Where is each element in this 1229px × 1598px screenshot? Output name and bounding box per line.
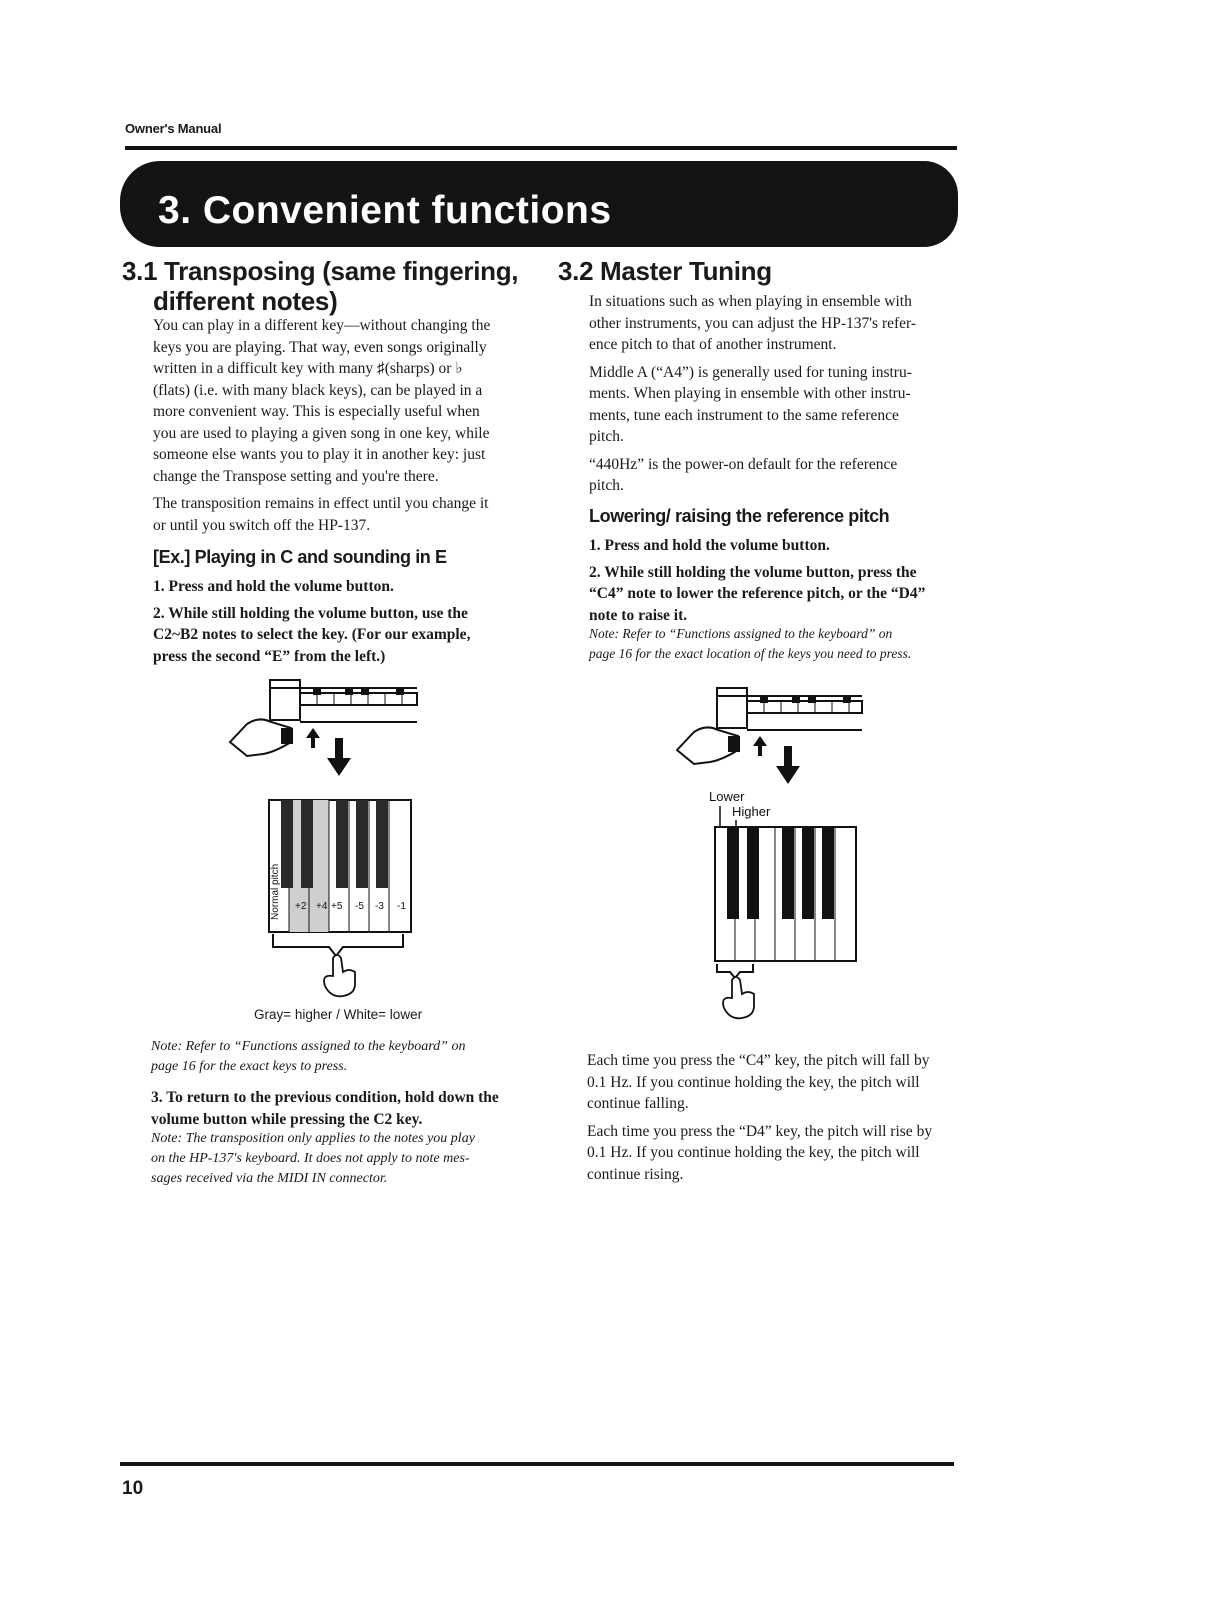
chapter-title: 3. Convenient functions (158, 189, 612, 232)
section-heading-line2: different notes) (153, 286, 338, 316)
key-label: -1 (397, 901, 406, 912)
text-line: written in a difficult key with many ♯(sharps) or ♭ (153, 360, 463, 377)
step-2-cont: press the second “E” from the left.) (153, 647, 386, 665)
volume-button-icon (281, 728, 293, 744)
step-3-line: volume button while pressing the C2 key. (151, 1110, 423, 1128)
note-2 (151, 1129, 541, 1189)
text-line: You can play in a different key—without changing the (153, 317, 491, 334)
panel-keyboard-illustration (717, 688, 862, 730)
text-line: pitch. (589, 477, 624, 494)
keyboard-diagram (269, 800, 411, 932)
step-3 (151, 1087, 541, 1130)
text-line: more convenient way. This is especially useful when (153, 403, 480, 420)
header-rule (125, 146, 957, 150)
subheading-lowering-raising: Lowering/ raising the reference pitch (589, 506, 890, 526)
transpose-figure (225, 672, 435, 1002)
key-label: +4 (316, 901, 328, 912)
note-1 (151, 1037, 541, 1077)
note-right (589, 624, 969, 664)
key-label: +5 (331, 901, 343, 912)
intro-paragraph (153, 315, 533, 536)
note-line: page 16 for the exact keys to press. (151, 1059, 348, 1074)
text-line: (flats) (i.e. with many black keys), can be played in a (153, 381, 483, 399)
text-line: change the Transpose setting and you're there. (153, 467, 439, 485)
arrow-up-icon (306, 728, 320, 748)
arrow-down-icon (776, 746, 800, 784)
master-tuning-figure (672, 680, 872, 1030)
text-line: 0.1 Hz. If you continue holding the key, the pitch will (587, 1073, 920, 1091)
arrow-up-icon (753, 736, 767, 756)
note-line: sages received via the MIDI IN connector. (151, 1171, 388, 1186)
step-1: 1. Press and hold the volume button. (589, 537, 830, 554)
text-line: you are used to playing a given song in one key, while (153, 424, 490, 442)
figure-caption: Gray= higher / White= lower (254, 1007, 423, 1022)
example-heading: [Ex.] Playing in C and sounding in E (153, 547, 447, 567)
text-line: Each time you press the “D4” key, the pitch will rise by (587, 1122, 933, 1140)
key-label: -5 (355, 901, 364, 912)
keyboard-diagram (715, 827, 856, 961)
text-line: keys you are playing. That way, even songs originally (153, 338, 487, 356)
section-heading-line1: Transposing (same fingering, (164, 256, 519, 286)
key-label: -3 (375, 901, 384, 912)
text-line: In situations such as when playing in ensemble with (589, 293, 912, 310)
arrow-down-icon (327, 738, 351, 776)
range-brace (717, 964, 753, 978)
text-line: 0.1 Hz. If you continue holding the key, the pitch will (587, 1144, 920, 1161)
note-line: Note: Refer to “Functions assigned to the keyboard” on (151, 1039, 466, 1054)
step-2-cont: C2~B2 notes to select the key. (For our example, (153, 626, 471, 643)
section-number: 3.1 (122, 256, 158, 286)
finger-press-icon (324, 955, 355, 996)
note-line: page 16 for the exact location of the keys you need to press. (589, 646, 912, 661)
note-line: on the HP-137's keyboard. It does not apply to note mes- (151, 1151, 470, 1166)
key-label: +2 (295, 901, 307, 912)
higher-label: Higher (732, 804, 771, 819)
footer-rule (120, 1462, 954, 1466)
pitch-change-paragraphs (587, 1050, 967, 1185)
text-line: The transposition remains in effect until you change it (153, 495, 489, 512)
note-line: Note: Refer to “Functions assigned to the keyboard” on (589, 626, 893, 641)
running-head: Owner's Manual (125, 121, 222, 136)
lower-label: Lower (709, 789, 745, 804)
text-line: someone else wants you to play it in another key: just (153, 446, 486, 463)
text-line: Middle A (“A4”) is generally used for tuning instru- (589, 363, 912, 381)
text-line: or until you switch off the HP-137. (153, 516, 371, 534)
step-2-cont: note to raise it. (589, 606, 688, 624)
text-line: other instruments, you can adjust the HP-137's refer- (589, 314, 917, 332)
text-line: Each time you press the “C4” key, the pitch will fall by (587, 1052, 930, 1069)
page-number: 10 (122, 1478, 144, 1499)
text-line: continue falling. (587, 1095, 689, 1112)
panel-keyboard-illustration (270, 680, 417, 722)
finger-press-icon (723, 977, 754, 1018)
step-3-line: 3. To return to the previous condition, hold down the (151, 1089, 499, 1106)
step-2-cont: “C4” note to lower the reference pitch, or the “D4” (589, 585, 926, 602)
text-line: pitch. (589, 428, 624, 445)
section-heading-text: Master Tuning (600, 256, 772, 286)
step-list-right (589, 535, 959, 626)
text-line: continue rising. (587, 1165, 684, 1183)
volume-button-icon (728, 736, 740, 752)
text-line: ence pitch to that of another instrument. (589, 336, 837, 353)
step-2: 2. While still holding the volume button, use the (153, 604, 468, 622)
normal-pitch-label: Normal pitch (270, 863, 281, 920)
range-brace (273, 934, 403, 956)
note-line: Note: The transposition only applies to the notes you play (151, 1131, 475, 1146)
master-tuning-body (589, 291, 959, 497)
section-heading-master-tuning (558, 256, 958, 286)
step-1: 1. Press and hold the volume button. (153, 578, 394, 595)
text-line: “440Hz” is the power-on default for the reference (589, 455, 898, 473)
section-heading-transposing (122, 256, 542, 316)
section-number: 3.2 (558, 256, 594, 286)
text-line: ments. When playing in ensemble with other instru- (589, 385, 911, 402)
step-2: 2. While still holding the volume button, press the (589, 563, 917, 581)
text-line: ments, tune each instrument to the same reference (589, 406, 899, 424)
step-list-left (153, 576, 533, 667)
